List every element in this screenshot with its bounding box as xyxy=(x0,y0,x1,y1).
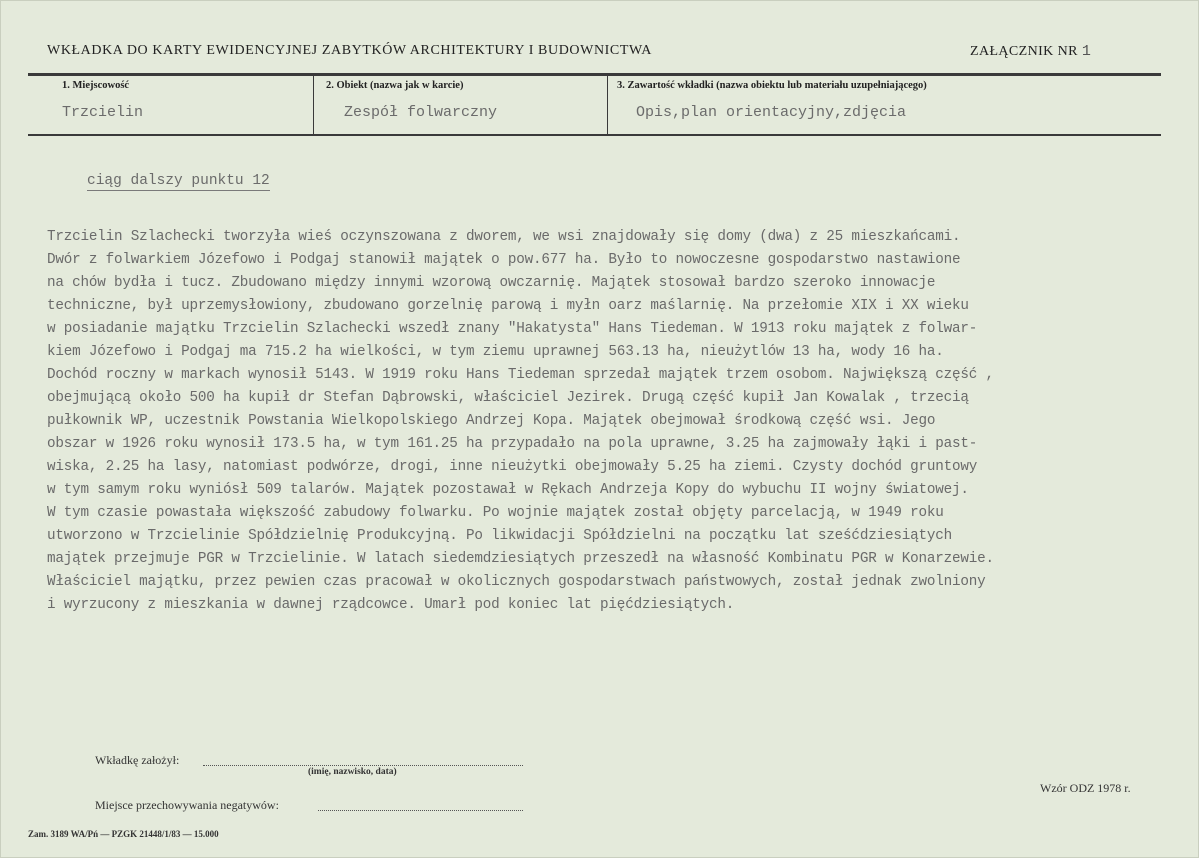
header-rule-bottom xyxy=(28,134,1161,136)
body-line: w tym samym roku wyniósł 509 talarów. Majątek pozostawał w Rękach Andrzeja Kopy do wybuchu II wojny światowej. xyxy=(47,482,969,498)
insert-author-label: Wkładkę założył: xyxy=(95,753,180,767)
body-line: obszar w 1926 roku wynosił 173.5 ha, w tym 161.25 ha przypadało na pola uprawne, 3.25 ha zajmowały łąki i past- xyxy=(47,436,978,452)
body-line: kiem Józefowo i Podgaj ma 715.2 ha wielkości, w tym ziemu uprawnej 563.13 ha, nieużytlów 13 ha, wody 16 ha. xyxy=(47,344,944,360)
body-line: na chów bydła i tucz. Zbudowano między innymi wzorową owczarnię. Majątek stosował bardzo szeroko innowacje xyxy=(47,275,936,291)
annex-number xyxy=(970,43,1091,60)
header-rule-top xyxy=(28,73,1161,76)
field-label-contents: 3. Zawartość wkładki (nazwa obiektu lub materiału uzupełniającego) xyxy=(617,80,927,91)
annex-label: ZAŁĄCZNIK NR xyxy=(970,44,1078,59)
field-value-contents: Opis,plan orientacyjny,zdjęcia xyxy=(636,104,907,121)
negatives-location-label: Miejsce przechowywania negatywów: xyxy=(95,798,279,812)
insert-author-line xyxy=(203,765,523,766)
field-value-object: Zespół folwarczny xyxy=(344,104,498,121)
body-line: techniczne, był uprzemysłowiony, zbudowano gorzelnię parową i myłn oarz maślarnię. Na przełomie XIX i XX wieku xyxy=(47,298,969,314)
body-line: wiska, 2.25 ha lasy, natomiast podwórze, drogi, inne nieużytki obejmowały 5.25 ha ziemi. Czysty dochód gruntowy xyxy=(47,459,978,475)
body-line: utworzono w Trzcielinie Spółdzielnię Produkcyjną. Po likwidacji Spółdzielni na początku lat sześćdziesiątych xyxy=(47,528,952,544)
form-title: WKŁADKA DO KARTY EWIDENCYJNEJ ZABYTKÓW ARCHITEKTURY I BUDOWNICTWA xyxy=(47,43,652,58)
print-info: Zam. 3189 WA/Pń — PZGK 21448/1/83 — 15.000 xyxy=(28,829,219,839)
continuation-heading: ciąg dalszy punktu 12 xyxy=(87,173,270,189)
negatives-location-line xyxy=(318,810,523,811)
body-text xyxy=(47,226,1177,617)
body-line: Dochód roczny w markach wynosił 5143. W 1919 roku Hans Tiedeman sprzedał majątek trzem osobom. Największą część , xyxy=(47,367,994,383)
insert-author-hint: (imię, nazwisko, data) xyxy=(308,767,397,777)
body-line: Właściciel majątku, przez pewien czas pracował w okolicznych gospodarstwach państwowych, został jednak zwolniony xyxy=(47,574,986,590)
template-reference: Wzór ODZ 1978 r. xyxy=(1040,781,1131,795)
field-value-locality: Trzcielin xyxy=(62,104,144,121)
body-line: obejmującą około 500 ha kupił dr Stefan Dąbrowski, właściciel Jezirek. Drugą część kupił Jan Kowalak , trzecią xyxy=(47,390,969,406)
body-line: W tym czasie powastała większość zabudowy folwarku. Po wojnie majątek został objęty parcelacją, w 1949 roku xyxy=(47,505,944,521)
body-line: pułkownik WP, uczestnik Powstania Wielkopolskiego Andrzej Kopa. Majątek obejmował środkową część wsi. Jego xyxy=(47,413,936,429)
body-line: Trzcielin Szlachecki tworzyła wieś oczynszowana z dworem, we wsi znajdowały się domy (dwa) z 25 mieszkańcami. xyxy=(47,229,961,245)
field-label-locality: 1. Miejscowość xyxy=(62,80,130,91)
body-line: i wyrzucony z mieszkania w dawnej rządcowce. Umarł pod koniec lat pięćdziesiątych. xyxy=(47,597,735,613)
column-divider xyxy=(313,76,314,134)
body-line: majątek przejmuje PGR w Trzcielinie. W latach siedemdziesiątych przeszedł na własność Kombinatu PGR w Konarzewie. xyxy=(47,551,994,567)
column-divider xyxy=(607,76,608,134)
body-line: w posiadanie majątku Trzcielin Szlachecki wszedł znany "Hakatysta" Hans Tiedeman. W 1913 roku majątek z folwar- xyxy=(47,321,978,337)
body-line: Dwór z folwarkiem Józefowo i Podgaj stanowił majątek o pow.677 ha. Było to nowoczesne gospodarstwo nastawione xyxy=(47,252,961,268)
field-label-object: 2. Obiekt (nazwa jak w karcie) xyxy=(326,80,464,91)
annex-value: 1 xyxy=(1081,43,1092,60)
